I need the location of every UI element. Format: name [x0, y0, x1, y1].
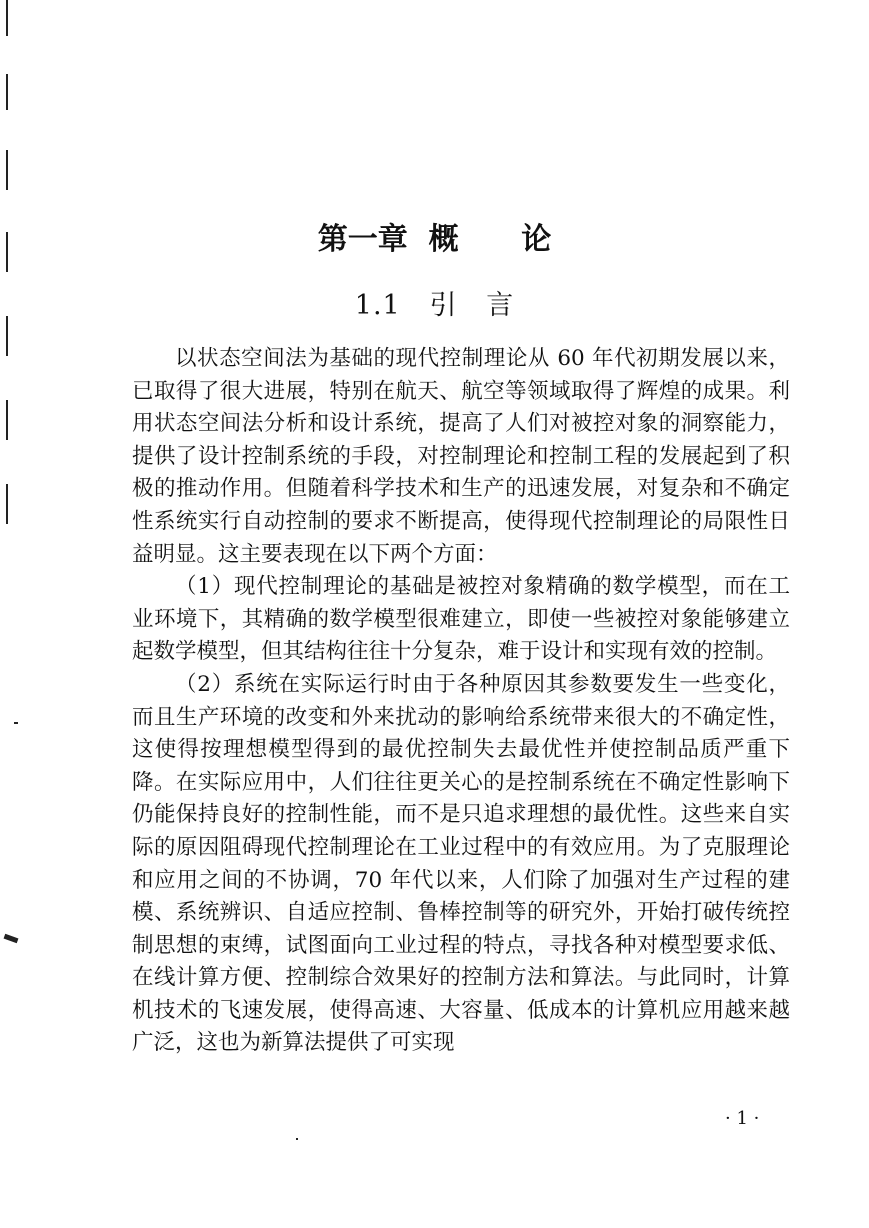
scan-margin-mark [6, 484, 8, 524]
scan-margin-mark [6, 0, 8, 36]
scan-margin-mark [6, 74, 8, 110]
scan-margin-mark [6, 400, 8, 440]
page-number: · 1 · [725, 1108, 760, 1129]
section-title: 1.1 引 言 [354, 290, 515, 321]
chapter-title: 第一章 概 论 [317, 222, 552, 257]
body-text [132, 343, 790, 1060]
scan-margin-mark [6, 150, 8, 190]
scan-speck [14, 722, 18, 724]
scan-speck [4, 934, 19, 943]
paragraph-point-2: （2）系统在实际运行时由于各种原因其参数要发生一些变化，而且生产环境的改变和外来扰动的影响给系统带来很大的不确定性，这使得按理想模型得到的最优控制失去最优性并使控制品质严重下降。在实际应用中，人们往往更关心的是控制系统在不确定性影响下仍能保持良好的控制性能，而不是只追求理想的最优性。这些来自实际的原因阻碍现代控制理论在工业过程中的有效应用。为了克服理论和应用之间的不协调，70 年代以来，人们除了加强对生产过程的建模、系统辨识、自适应控制、鲁棒控制等的研究外，开始打破传统控制思想的束缚，试图面向工业过程的特点，寻找各种对模型要求低、在线计算方便、控制综合效果好的控制方法和算法。与此同时，计算机技术的飞速发展，使得高速、大容量、低成本的计算机应用越来越广泛，这也为新算法提供了可实现 [132, 671, 790, 1056]
scan-speck [296, 1138, 298, 1140]
paragraph-point-1: （1）现代控制理论的基础是被控对象精确的数学模型，而在工业环境下，其精确的数学模型很难建立，即使一些被控对象能够建立起数学模型，但其结构往往十分复杂，难于设计和实现有效的控制。 [132, 574, 790, 665]
scan-margin-mark [6, 316, 8, 356]
paragraph-intro: 以状态空间法为基础的现代控制理论从 60 年代初期发展以来，已取得了很大进展，特别在航天、航空等领域取得了辉煌的成果。利用状态空间法分析和设计系统，提高了人们对被控对象的洞察能力，提供了设计控制系统的手段，对控制理论和控制工程的发展起到了积极的推动作用。但随着科学技术和生产的迅速发展，对复杂和不确定性系统实行自动控制的要求不断提高，使得现代控制理论的局限性日益明显。这主要表现在以下两个方面： [132, 346, 790, 567]
